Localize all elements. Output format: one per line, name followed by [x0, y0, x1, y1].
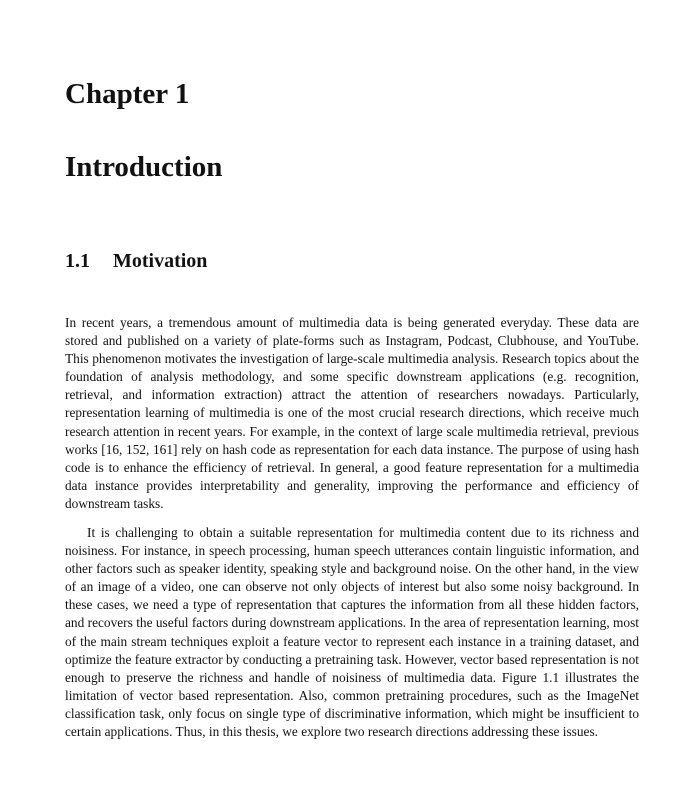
- section-number: 1.1: [65, 250, 90, 272]
- paragraph-1: In recent years, a tremendous amount of multimedia data is being generated everyday. These data are stored and published on a variety of plate-forms such as Instagram, Podcast, Clubhouse, and YouTube. This phenomenon motivates the investigation of large-scale multimedia analysis. Research topics about the foundation of analysis methodology, and some specific downstream applications (e.g. recognition, retrieval, and information extraction) attract the attention of researchers nowadays. Particularly, representation learning of multimedia is one of the most crucial research directions, which receive much research attention in recent years. For example, in the context of large scale multimedia retrieval, previous works [16, 152, 161] rely on hash code as representation for each data instance. The purpose of using hash code is to enhance the efficiency of retrieval. In general, a good feature representation for a multimedia data instance provides interpretability and generality, improving the performance and efficiency of downstream tasks.: [65, 315, 639, 511]
- chapter-label: Chapter 1: [65, 78, 190, 110]
- paragraph-2: It is challenging to obtain a suitable representation for multimedia content due to its richness and noisiness. For instance, in speech processing, human speech utterances contain linguistic information, and other factors such as speaker identity, speaking style and background noise. On the other hand, in the view of an image of a video, one can observe not only objects of interest but also some noisy background. In these cases, we need a type of representation that captures the information from all these hidden factors, and recovers the useful factors during downstream applications. In the area of representation learning, most of the main stream techniques exploit a feature vector to represent each instance in a training dataset, and optimize the feature extractor by conducting a pretraining task. However, vector based representation is not enough to preserve the richness and handle of noisiness of multimedia data. Figure 1.1 illustrates the limitation of vector based representation. Also, common pretraining procedures, such as the ImageNet classification task, only focus on single type of discriminative information, which might be insufficient to certain applications. Thus, in this thesis, we explore two research directions addressing these issues.: [65, 525, 639, 740]
- section-title: Motivation: [113, 250, 208, 272]
- chapter-title: Introduction: [65, 151, 223, 183]
- section-heading: [65, 251, 207, 271]
